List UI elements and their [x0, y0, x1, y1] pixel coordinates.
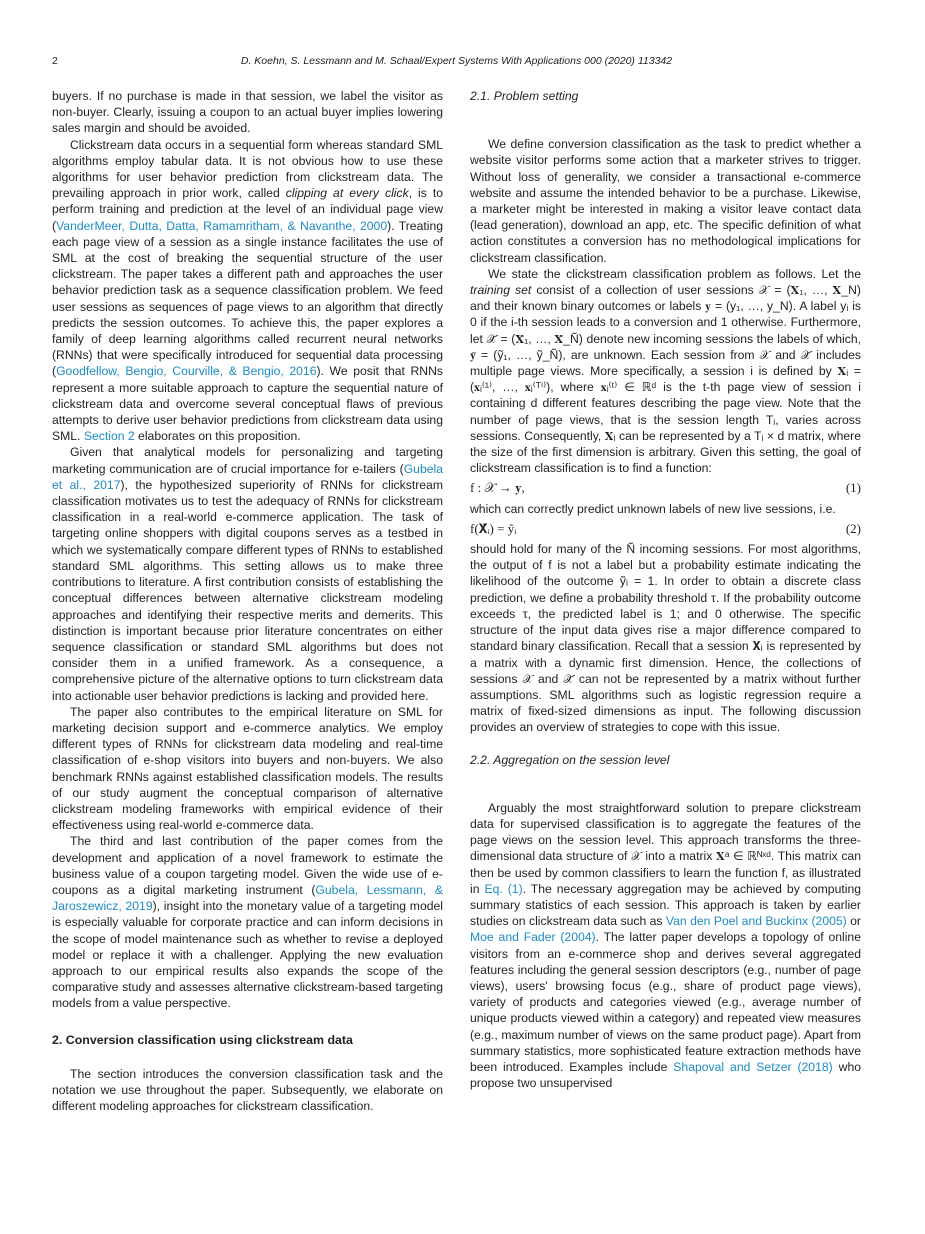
paragraph: The paper also contributes to the empirical literature on SML for marketing decision support and e-commerce analytics. We employ different types of RNNs for clickstream data modeling and real-time classification of e-shop visitors into buyers and non-buyers. We also benchmark RNNs against established classification models. The results of our study augment the conceptual comparison of alternative clickstream modeling frameworks with empirical evidence of their effectiveness using real-world e-commerce data. — [52, 704, 443, 833]
paragraph: Clickstream data occurs in a sequential form whereas standard SML algorithms employ tabular data. It is not obvious how to use these algorithms for user behavior prediction from clickstream data. The prevailing approach in prior work, called clipping at every click, is to perform training and prediction at the level of an individual page view (VanderMeer, Dutta, Datta, Ramamritham, & Navanthe, 2000). Treating each page view of a session as a single instance facilitates the use of SML at the cost of breaking the sequential structure of the user clickstream. The paper takes a different path and approaches the user behavior prediction task as a sequence classification problem. We feed user sessions as sequences of page views to an algorithm that directly predicts the session outcomes. To achieve this, the paper explores a family of deep learning algorithms called recurrent neural networks (RNNs) that were specifically introduced for sequential data processing (Goodfellow, Bengio, Courville, & Bengio, 2016). We posit that RNNs represent a more suitable approach to capture the sequential nature of clickstream data and overcome several conceptual flaws of previous attempts to derive user behavior predictions from clickstream data using SML. Section 2 elaborates on this proposition. — [52, 137, 444, 444]
subsection-heading: 2.1. Problem setting — [470, 89, 579, 103]
page-number: 2 — [52, 55, 58, 67]
right-column — [470, 88, 861, 1091]
equation-number: (2) — [845, 520, 861, 536]
equation-2 — [470, 521, 861, 537]
citation-link[interactable]: Gubela et al., 2017 — [52, 461, 443, 492]
citation-link[interactable]: Van den Poel and Buckinx (2005) — [665, 914, 847, 929]
subsection-heading: 2.2. Aggregation on the session level — [470, 752, 670, 767]
paragraph: We state the clickstream classification problem as follows. Let the training set consist of a collection of user sessions 𝒳 = (𝐗₁, …, 𝐗_N) and their known binary outcomes or labels 𝐲 = (y₁, …, y_N). A label yᵢ is 0 if the i-th session leads to a conversion and 1 otherwise. Furthermore, let 𝒳̃ = (𝐗̃₁, …, 𝐗̃_Ñ) denote new incoming sessions the labels of which, 𝐲̃ = (ỹ₁, …, ỹ_Ñ), are unknown. Each session from 𝒳 and 𝒳̃ includes multiple page views. More specifically, a session i is defined by 𝐗ᵢ = (𝐱ᵢ⁽¹⁾, …, 𝐱ᵢ⁽ᵀⁱ⁾), where 𝐱ᵢ⁽ᵗ⁾ ∈ ℝᵈ is the t-th page view of session i containing d different features describing the page view. Note that the number of page views, that is the session length Tᵢ, varies across sessions. Consequently, 𝐗ᵢ can be represented by a Tᵢ × d matrix, where the size of the first dimension is arbitrary. Given this setting, the goal of clickstream classification is to find a function: — [470, 266, 861, 476]
page-header — [52, 55, 861, 71]
equation-number: (1) — [845, 480, 861, 496]
equation-1 — [470, 480, 861, 496]
section-heading: 2. Conversion classification using clickstream data — [52, 1032, 353, 1047]
citation-link[interactable]: Goodfellow, Bengio, Courville, & Bengio, 2016 — [56, 364, 317, 379]
paragraph: Given that analytical models for personalizing and targeting marketing communication are of crucial importance for e-tailers (Gubela et al., 2017), the hypothesized superiority of RNNs for clickstream classification motivates us to test the adequacy of RNNs for clickstream classification in a real-world e-commerce application. The task of targeting online shoppers with digital coupons serves as a testbed in which we systematically compare different types of RNNs to established standard SML algorithms. This setting allows us to make three contributions to literature. A first contribution consists of establishing the conceptual differences between alternative clickstream modeling approaches and identifying their respective merits and demerits. This distinction is important because prior literature concentrates on either sequence classification or standard SML algorithms but does not consider them in a unified framework. As a consequence, a comprehensive picture of the alternative options to turn clickstream data into actionable user behavior predictions is lacking and provided here. — [52, 445, 443, 703]
paragraph: should hold for many of the Ñ incoming sessions. For most algorithms, the output of f is not a label but a probability estimate indicating the likelihood of the outcome ỹᵢ = 1. In order to obtain a discrete class prediction, we define a probability threshold τ. If the probability outcome exceeds τ, the predicted label is 1; and 0 otherwise. The specific structure of the input data gives rise a major difference compared to standard binary classification. Recall that a session 𝐗ᵢ is represented by a matrix with a dynamic first dimension. Hence, the collections of sessions 𝒳 and 𝒳̃ can not be represented by a matrix without further assumptions. SML algorithms such as logistic regression require a matrix of fixed-sized dimensions as input. The following discussion provides an overview of strategies to cope with this issue. — [470, 542, 861, 735]
paragraph: We define conversion classification as the task to predict whether a website visitor performs some action that a marketer strives to trigger. Without loss of generality, we consider a transactional e-commerce website and assume the intended behavior to be a purchase. Likewise, a marketer might be interested in making a visitor leave contact data (lead generation), download an app, etc. The specific definition of what action constitutes a conversion has no methodological implications for clickstream classification. — [470, 137, 861, 265]
paragraph: Arguably the most straightforward solution to prepare clickstream data for supervised classification is to aggregate the features of the page views on the session level. This approach transforms the three-dimensional data structure of 𝒳 into a matrix 𝐗ᵃ ∈ ℝᴺˣᵈ. This matrix can then be used by common classifiers to learn the function f, as illustrated in Eq. (1). The necessary aggregation may be achieved by computing summary statistics of each session. This approach is taken by earlier studies on clickstream data such as Van den Poel and Buckinx (2005) or Moe and Fader (2004). The latter paper develops a topology of online visitors from an e-commerce shop and derives several aggregated features including the general session descriptors (e.g., number of page views), users' browsing focus (e.g., share of product page views), variety of products and categories viewed (e.g., average number of unique products viewed within a category) and repeated view measures (e.g., maximum number of views on the same product page). Apart from summary statistics, more sophisticated feature extraction methods have been introduced. Examples include Shapoval and Setzer (2018) who propose two unsupervised — [470, 800, 861, 1091]
citation-link[interactable]: Shapoval and Setzer (2018) — [673, 1059, 833, 1074]
paragraph: The third and last contribution of the paper comes from the development and application of a novel framework to estimate the business value of a coupon targeting model. Given the wide use of e-coupons as a digital marketing instrument (Gubela, Lessmann, & Jaroszewicz, 2019), insight into the monetary value of a targeting model is especially valuable for corporate practice and can inform decisions in the scope of model maintenance such as whether to revise a deployed model or replace it with a challenger. Applying the new evaluation approach to our empirical results also expands the scope of the comparative study and assesses alternative clickstream-based targeting models from a value perspective. — [52, 834, 443, 1011]
equation-link[interactable]: Eq. (1) — [484, 881, 523, 896]
section-link[interactable]: Section 2 — [83, 429, 135, 444]
left-column — [52, 88, 443, 1114]
citation-link[interactable]: Gubela, Lessmann, & Jaroszewicz, 2019 — [52, 882, 443, 914]
citation-link[interactable]: Moe and Fader (2004) — [470, 930, 596, 945]
paragraph: which can correctly predict unknown labels of new live sessions, i.e. — [470, 501, 836, 516]
equation-body: f : 𝒳 → 𝐲, — [470, 480, 525, 496]
running-title: D. Koehn, S. Lessmann and M. Schaal/Expert Systems With Applications 000 (2020) 113342 — [240, 55, 673, 67]
equation-body: f(𝐗̃ᵢ) = ỹᵢ — [470, 520, 517, 536]
paragraph: The section introduces the conversion classification task and the notation we use throughout the paper. Subsequently, we elaborate on different modeling approaches for clickstream classification. — [52, 1066, 443, 1114]
citation-link[interactable]: VanderMeer, Dutta, Datta, Ramamritham, & Navanthe, 2000 — [56, 218, 388, 233]
paragraph: buyers. If no purchase is made in that session, we label the visitor as non-buyer. Clearly, issuing a coupon to an actual buyer implies lowering sales margin and should be avoided. — [52, 89, 443, 136]
